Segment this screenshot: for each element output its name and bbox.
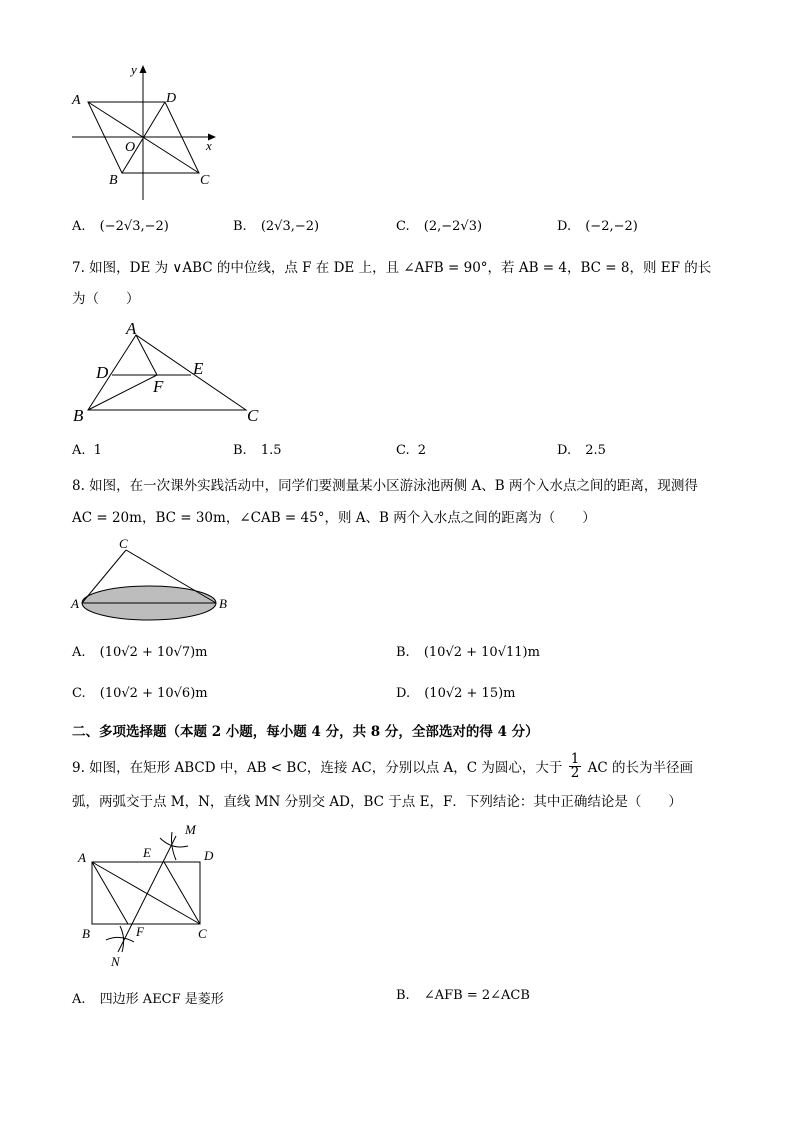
option-text: (10√2 + 10√11)m (423, 645, 540, 660)
q9-label-N: N (111, 954, 120, 969)
q7-label-A: A (126, 319, 137, 338)
q9-option-b (396, 988, 530, 1003)
q8-label-C: C (119, 536, 128, 551)
option-letter: B. (233, 443, 247, 458)
q9-stem-line2: 弧，两弧交于点 M，N，直线 MN 分别交 AD，BC 于点 E，F．下列结论：其中正确结论是（ ） (72, 794, 682, 810)
option-text: 2.5 (585, 443, 606, 458)
q6-label-x: x (206, 138, 212, 153)
q8-stem-line2: AC = 20m，BC = 30m，∠CAB = 45°，则 A、B 两个入水点之间的距离为（ ） (72, 510, 596, 526)
option-text: (−2√3,−2) (99, 219, 169, 234)
section-heading: 二、多项选择题（本题 2 小题，每小题 4 分，共 8 分，全部选对的得 4 分） (72, 724, 539, 740)
q9-label-E: E (143, 845, 151, 860)
option-text: (10√2 + 15)m (424, 686, 516, 701)
q7-stem-line2: 为（ ） (72, 291, 140, 307)
option-text: (2,−2√3) (423, 219, 483, 234)
q6-label-B: B (109, 173, 118, 188)
fraction-denominator: 2 (570, 765, 580, 781)
option-letter: A. (72, 443, 86, 458)
q9-label-M: M (185, 822, 196, 837)
option-letter: B. (233, 219, 247, 234)
option-text: 1 (93, 443, 102, 458)
q7-label-E: E (193, 359, 204, 378)
q7-stem-line1: 7. 如图，DE 为 ∨ABC 的中位线，点 F 在 DE 上，且 ∠AFB = 90°，若 AB = 4，BC = 8，则 EF 的长 (72, 260, 712, 276)
option-text: (10√2 + 10√6)m (99, 686, 208, 701)
q7-label-F: F (153, 377, 164, 396)
option-letter: A. (72, 645, 86, 660)
q7-label-C: C (247, 406, 259, 425)
option-text: ∠AFB = 2∠ACB (423, 988, 530, 1003)
q9-label-C: C (198, 926, 207, 941)
option-letter: B. (396, 645, 410, 660)
q6-label-O: O (125, 140, 136, 155)
option-text: (2√3,−2) (260, 219, 320, 234)
q8-stem-line1: 8. 如图，在一次课外实践活动中，同学们要测量某小区游泳池两侧 A、B 两个入水点之间的距离，现测得 (72, 478, 698, 494)
arc-mark-N1 (106, 937, 134, 942)
q7-label-D: D (96, 363, 109, 382)
q6-label-C: C (200, 173, 210, 188)
option-letter: D. (396, 686, 411, 701)
option-letter: B. (396, 988, 410, 1003)
q7-label-B: B (73, 406, 84, 425)
option-text: 1.5 (260, 443, 282, 458)
option-text: 2 (417, 443, 427, 458)
q6-label-D: D (166, 91, 177, 106)
option-letter: C. (396, 443, 410, 458)
fraction-numerator: 1 (570, 751, 580, 767)
q8-label-A: A (71, 596, 79, 611)
q9-label-A: A (78, 850, 86, 865)
q9-label-B: B (82, 926, 90, 941)
option-letter: C. (396, 219, 410, 234)
option-letter: D. (557, 443, 572, 458)
option-letter: A. (72, 992, 86, 1007)
q6-label-y: y (131, 62, 137, 77)
q9-option-a (72, 988, 224, 1007)
q9-stem-part-a: 9. 如图，在矩形 ABCD 中，AB < BC，连接 AC，分别以点 A，C 为圆心，大于 (72, 760, 563, 776)
option-letter: A. (72, 219, 86, 234)
option-text: 四边形 AECF 是菱形 (99, 992, 224, 1007)
option-text: (−2,−2) (585, 219, 638, 234)
option-text: (10√2 + 10√7)m (99, 645, 208, 660)
q9-label-F: F (136, 924, 144, 939)
q9-stem-part-b: AC 的长为半径画 (587, 760, 693, 776)
q8-label-B: B (219, 596, 227, 611)
q6-label-A: A (72, 93, 81, 108)
segment-AF (92, 862, 128, 924)
diagonal-AC (92, 862, 200, 924)
q9-label-D: D (204, 848, 214, 863)
segment-EC (164, 862, 200, 924)
option-letter: C. (72, 686, 86, 701)
option-letter: D. (557, 219, 572, 234)
arc-mark-N2 (120, 926, 124, 952)
